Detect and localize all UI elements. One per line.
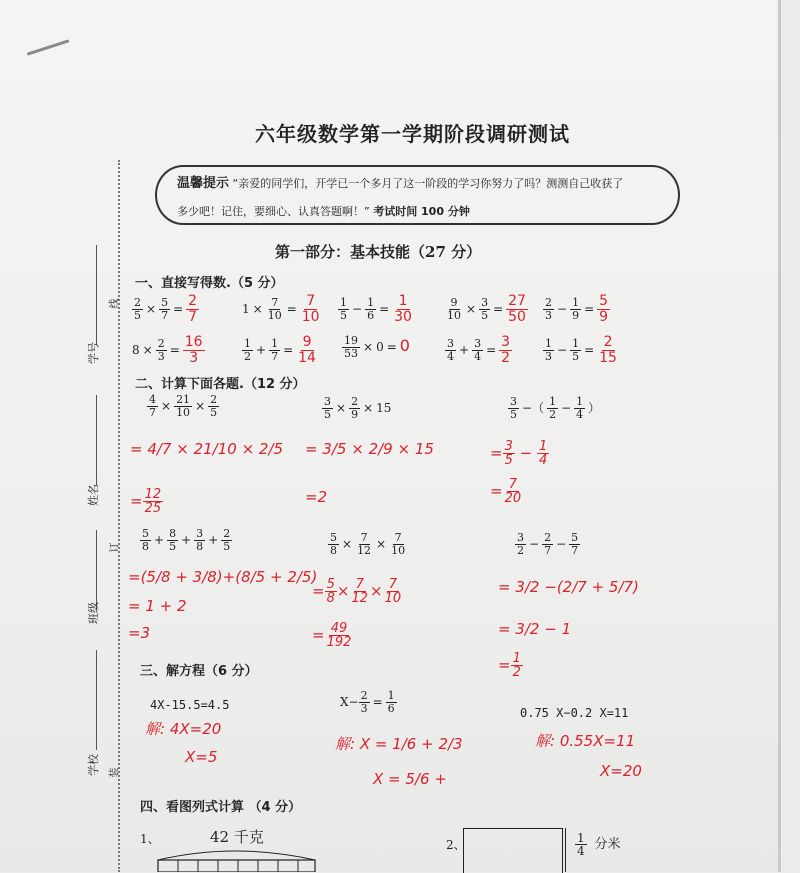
q2-a-step: = 4/7 × 21/10 × 2/5 bbox=[130, 440, 284, 458]
q2-f-step-2: = 3/2 − 1 bbox=[498, 620, 572, 638]
margin-line-school bbox=[96, 650, 97, 750]
q2-f-step-1: = 3/2 −(2/7 + 5/7) bbox=[498, 578, 639, 596]
q3-c-line-2: X=20 bbox=[600, 762, 642, 780]
q1-d: $\frac{9}{10}$ × $\frac{3}{5}$ = $\frac{27}{50}$ bbox=[447, 293, 526, 325]
segment-bar bbox=[158, 860, 315, 872]
segment-ticks bbox=[178, 860, 298, 872]
notice-time: 考试时间 100 分钟 bbox=[373, 205, 470, 218]
q2-c-answer: = $\frac{7}{20}$ bbox=[490, 477, 522, 506]
q3-a-line-2: X=5 bbox=[185, 748, 218, 766]
q1-c: $\frac{1}{5}$ − $\frac{1}{6}$ = $\frac{1}{30}$ bbox=[340, 293, 412, 325]
q2-b-problem: $\frac{3}{5}$ × $\frac{2}{9}$ × 15 bbox=[324, 395, 392, 421]
q2-d-step-2: = 1 + 2 bbox=[128, 597, 187, 615]
q2-b-step: = 3/5 × 2/9 × 15 bbox=[305, 440, 434, 458]
q4-1-number: 1、 bbox=[140, 832, 160, 846]
q2-e-answer: = $\frac{49}{192}$ bbox=[312, 621, 352, 650]
q3-b-line-1: 解: X = 1/6 + 2/3 bbox=[335, 735, 463, 753]
binding-mark-staple: 订 bbox=[109, 542, 121, 553]
margin-line-student-id bbox=[96, 245, 97, 345]
q3-a-line-1: 解: 4X=20 bbox=[145, 720, 222, 738]
q4-2-height-marker bbox=[565, 828, 568, 872]
section-1-heading: 一、直接写得数.（5 分） bbox=[135, 276, 284, 291]
q1-g: $\frac{1}{2}$ + $\frac{1}{7}$ = $\frac{9}{14}$ bbox=[244, 334, 316, 366]
notice-line-1: “亲爱的同学们，开学已一个多月了这一阶段的学习你努力了吗？测测自己收获了 bbox=[232, 177, 624, 190]
q1-b: 1 × $\frac{7}{10}$ = $\frac{7}{10}$ bbox=[242, 293, 320, 325]
q2-a-problem: $\frac{4}{7}$ × $\frac{21}{10}$ × $\frac{2}{5}$ bbox=[149, 393, 218, 419]
binding-mark-bind: 装 bbox=[109, 767, 121, 778]
q2-a-answer: = $\frac{12}{25}$ bbox=[130, 487, 162, 516]
notice-label: 温馨提示 bbox=[177, 176, 230, 191]
exam-title: 六年级数学第一学期阶段调研测试 bbox=[255, 122, 570, 146]
q1-i: $\frac{3}{4}$ + $\frac{3}{4}$ = $\frac{3}{2}$ bbox=[447, 334, 511, 366]
margin-line-class bbox=[96, 530, 97, 610]
margin-label-student-id: 学号 bbox=[87, 342, 100, 364]
q2-d-step-1: =(5/8 + 3/8)+(8/5 + 2/5) bbox=[128, 568, 318, 586]
q2-e-step: = $\frac{5}{8}$ × $\frac{7}{12}$ × $\frac{7}{10}$ bbox=[312, 577, 402, 606]
section-2-heading: 二、计算下面各题.（12 分） bbox=[135, 377, 306, 392]
q3-b-equation: X− $\frac{2}{3}$ = $\frac{1}{6}$ bbox=[340, 689, 395, 715]
q1-a: $\frac{2}{5}$ × $\frac{5}{7}$ = $\frac{2}{7}$ bbox=[134, 293, 198, 325]
margin-label-class: 班级 bbox=[87, 602, 100, 624]
section-3-heading: 三、解方程（6 分） bbox=[140, 664, 258, 679]
q1-h: $\frac{19}{53}$ × 0 = 0 bbox=[344, 334, 410, 360]
paper-edge bbox=[778, 0, 781, 872]
q3-a-equation: 4X-15.5=4.5 bbox=[150, 698, 230, 712]
q4-2-height-label: $\frac{1}{4}$ 分米 bbox=[577, 831, 621, 858]
q4-1-bar-diagram bbox=[155, 842, 320, 872]
q4-2-rectangle bbox=[463, 828, 563, 873]
q1-f: 8 × $\frac{2}{3}$ = $\frac{16}{3}$ bbox=[132, 334, 203, 366]
binding-mark-line: 线 bbox=[109, 298, 121, 309]
q2-c-problem: $\frac{3}{5}$ −（ $\frac{1}{2}$ − $\frac{1}{4}$ ） bbox=[510, 395, 601, 421]
q3-b-line-2: X = 5/6 + bbox=[373, 770, 447, 788]
q2-d-problem: $\frac{5}{8}$ + $\frac{8}{5}$ + $\frac{3}{8}$ + $\frac{2}{5}$ bbox=[142, 527, 231, 553]
binding-dashed-line bbox=[118, 160, 120, 872]
margin-label-name: 姓名 bbox=[87, 484, 100, 506]
q2-e-problem: $\frac{5}{8}$ × $\frac{7}{12}$ × $\frac{7}{10}$ bbox=[330, 531, 406, 557]
q2-b-answer: =2 bbox=[305, 488, 328, 506]
q3-c-equation: 0.75 X−0.2 X=11 bbox=[520, 706, 629, 720]
brace-icon bbox=[158, 851, 315, 860]
q2-c-step: = $\frac{3}{5}$ − $\frac{1}{4}$ bbox=[490, 439, 548, 468]
notice-box bbox=[155, 165, 680, 225]
q1-j: $\frac{1}{3}$ − $\frac{1}{5}$ = $\frac{2}{15}$ bbox=[545, 334, 617, 366]
q2-d-answer: =3 bbox=[128, 624, 151, 642]
part-one-heading: 第一部分：基本技能（27 分） bbox=[275, 243, 482, 261]
margin-line-name bbox=[96, 395, 97, 485]
q2-f-problem: $\frac{3}{2}$ − $\frac{2}{7}$ − $\frac{5}{7}$ bbox=[517, 531, 579, 557]
margin-label-school: 学校 bbox=[87, 754, 100, 776]
q3-c-line-1: 解: 0.55X=11 bbox=[535, 732, 636, 750]
section-4-heading: 四、看图列式计算 （4 分） bbox=[140, 800, 302, 815]
notice-line-2: 多少吧！记住，要细心、认真答题啊！” bbox=[177, 205, 370, 218]
q1-e: $\frac{2}{3}$ − $\frac{1}{9}$ = $\frac{5}{9}$ bbox=[545, 293, 609, 325]
q4-2-number: 2、 bbox=[446, 838, 466, 852]
q4-1-weight-label: 42 千克 bbox=[210, 828, 264, 846]
q2-f-answer: = $\frac{1}{2}$ bbox=[498, 651, 521, 680]
